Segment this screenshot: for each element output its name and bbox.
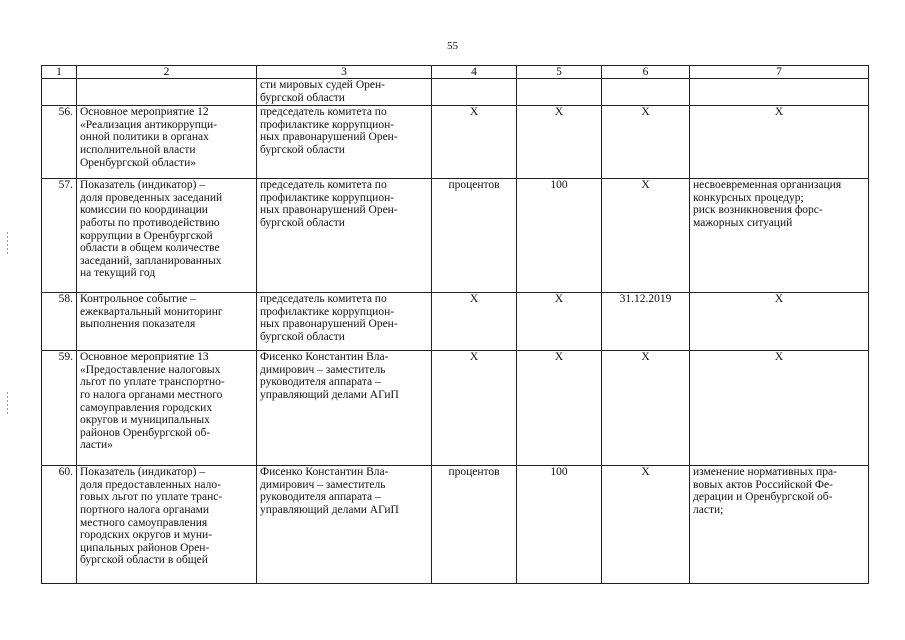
row-date: X bbox=[602, 466, 690, 584]
row-responsible: председатель комитета по профилактике коррупцион- ных правонарушений Орен- бургской области bbox=[257, 293, 432, 351]
table-row bbox=[42, 79, 869, 106]
row-responsible: Фисенко Константин Вла- димирович – заместитель руководителя аппарата – управляющий делами АГиП bbox=[257, 466, 432, 584]
row-name: Основное мероприятие 13 «Предоставление налоговых льгот по уплате транспортно- го налога органами местного самоуправления городских округов и муниципальных районов Оренбургской об- ласти» bbox=[77, 351, 257, 466]
row-value: X bbox=[517, 293, 602, 351]
page-number: 55 bbox=[447, 40, 458, 52]
row-risk: изменение нормативных пра- вовых актов Российской Фе- дерации и Оренбургской об- ласти; bbox=[690, 466, 869, 584]
row-risk: X bbox=[690, 351, 869, 466]
header-cell: 5 bbox=[517, 66, 602, 79]
header-cell: 7 bbox=[690, 66, 869, 79]
table-row bbox=[42, 179, 869, 293]
table-row bbox=[42, 466, 869, 584]
table-row bbox=[42, 106, 869, 179]
header-cell: 2 bbox=[77, 66, 257, 79]
row-name: Показатель (индикатор) – доля проведенных заседаний комиссии по координации работы по противодействию коррупции в Оренбургской области в общем количестве заседаний, запланированных на текущий год bbox=[77, 179, 257, 293]
header-cell: 1 bbox=[42, 66, 77, 79]
row-responsible: председатель комитета по профилактике коррупцион- ных правонарушений Орен- бургской области bbox=[257, 106, 432, 179]
row-value: 100 bbox=[517, 179, 602, 293]
row-name: Контрольное событие – ежеквартальный мониторинг выполнения показателя bbox=[77, 293, 257, 351]
scan-edge-mark bbox=[7, 392, 8, 414]
row-number: 57. bbox=[42, 179, 77, 293]
row-number: 58. bbox=[42, 293, 77, 351]
row-number: 56. bbox=[42, 106, 77, 179]
row-unit: X bbox=[432, 351, 517, 466]
row-unit bbox=[432, 79, 517, 106]
row-responsible: председатель комитета по профилактике коррупцион- ных правонарушений Орен- бургской области bbox=[257, 179, 432, 293]
header-cell: 4 bbox=[432, 66, 517, 79]
row-risk: X bbox=[690, 106, 869, 179]
row-value: X bbox=[517, 106, 602, 179]
row-date: X bbox=[602, 351, 690, 466]
row-value: 100 bbox=[517, 466, 602, 584]
row-name: Основное мероприятие 12 «Реализация антикоррупци- онной политики в органах исполнительной власти Оренбургской области» bbox=[77, 106, 257, 179]
row-risk: несвоевременная организация конкурсных процедур; риск возникновения форс- мажорных ситуаций bbox=[690, 179, 869, 293]
table-row bbox=[42, 351, 869, 466]
row-value: X bbox=[517, 351, 602, 466]
row-risk bbox=[690, 79, 869, 106]
row-date: X bbox=[602, 106, 690, 179]
row-number: 59. bbox=[42, 351, 77, 466]
row-name: Показатель (индикатор) – доля предоставленных нало- говых льгот по уплате транс- портного налога органами местного самоуправления городских округов и муни- ципальных районов Орен- бургской области в общей bbox=[77, 466, 257, 584]
row-unit: X bbox=[432, 293, 517, 351]
row-number: 60. bbox=[42, 466, 77, 584]
header-row bbox=[42, 66, 869, 79]
row-value bbox=[517, 79, 602, 106]
plan-table bbox=[41, 65, 869, 584]
row-date: X bbox=[602, 179, 690, 293]
row-responsible: сти мировых судей Орен- бургской области bbox=[257, 79, 432, 106]
row-unit: X bbox=[432, 106, 517, 179]
row-risk: X bbox=[690, 293, 869, 351]
table-row bbox=[42, 293, 869, 351]
row-responsible: Фисенко Константин Вла- димирович – заместитель руководителя аппарата – управляющий делами АГиП bbox=[257, 351, 432, 466]
row-date: 31.12.2019 bbox=[602, 293, 690, 351]
row-unit: процентов bbox=[432, 179, 517, 293]
row-date bbox=[602, 79, 690, 106]
row-name bbox=[77, 79, 257, 106]
header-cell: 3 bbox=[257, 66, 432, 79]
row-unit: процентов bbox=[432, 466, 517, 584]
header-cell: 6 bbox=[602, 66, 690, 79]
row-number bbox=[42, 79, 77, 106]
scan-edge-mark bbox=[7, 232, 8, 254]
